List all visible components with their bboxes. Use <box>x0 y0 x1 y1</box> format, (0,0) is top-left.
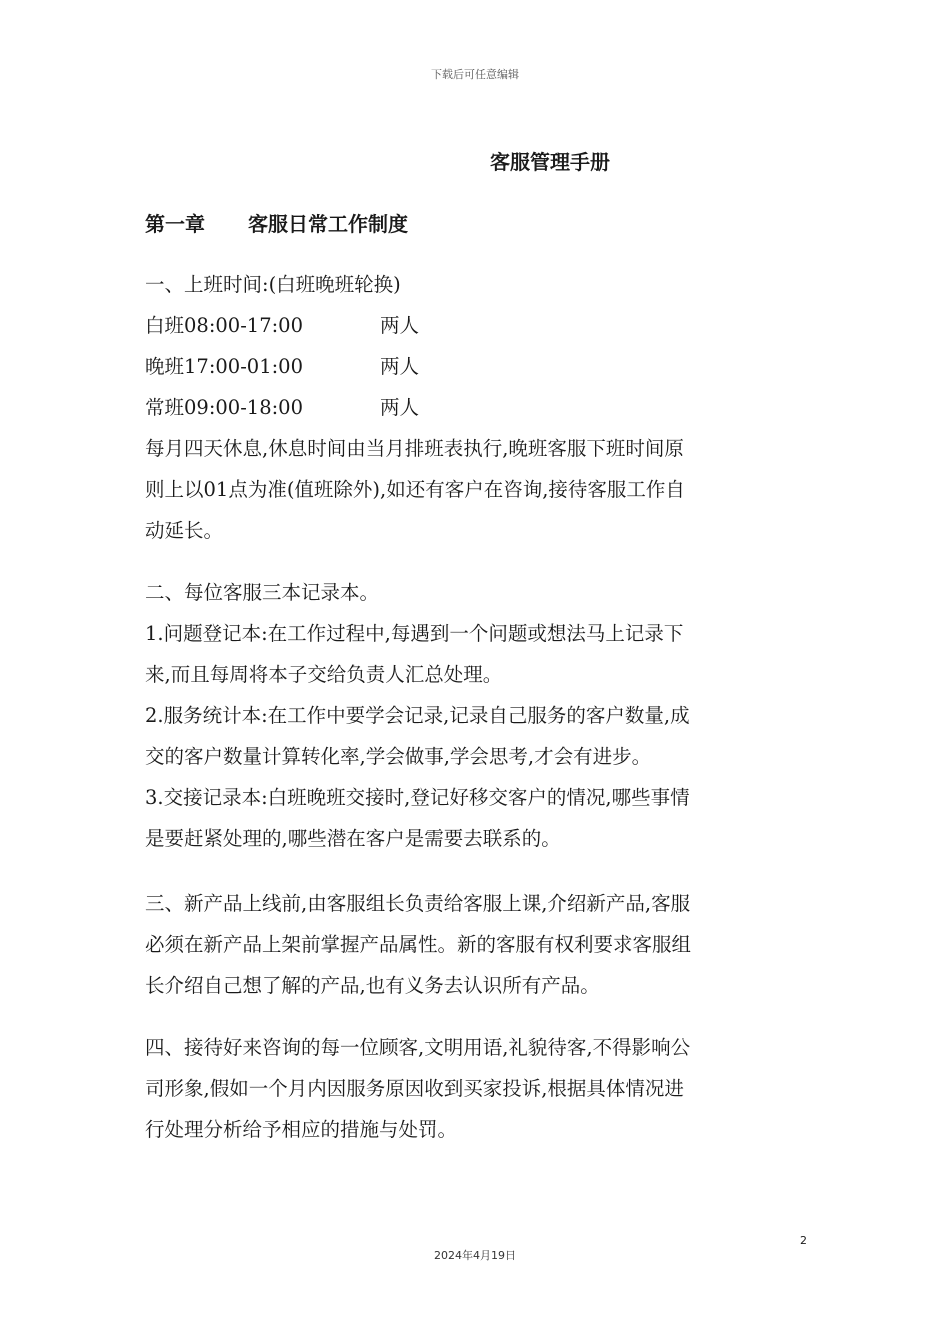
paragraph-line: 是要赶紧处理的,哪些潜在客户是需要去联系的。 <box>145 827 561 850</box>
paragraph-line: 四、接待好来咨询的每一位顾客,文明用语,礼貌待客,不得影响公 <box>145 1036 691 1059</box>
shift-row <box>145 387 810 428</box>
page-number: 2 <box>800 1234 807 1247</box>
shift-time: 白班08:00-17:00 <box>145 314 303 337</box>
shift-staff: 两人 <box>380 396 420 419</box>
page-header: 下载后可任意编辑 <box>431 68 519 81</box>
paragraph-line: 3.交接记录本:白班晚班交接时,登记好移交客户的情况,哪些事情 <box>145 786 690 809</box>
section-2-heading: 二、每位客服三本记录本。 <box>145 581 380 604</box>
chapter-number: 第一章 <box>145 212 205 236</box>
section-1-heading: 一、上班时间:(白班晚班轮换) <box>145 273 401 296</box>
paragraph-line: 2.服务统计本:在工作中要学会记录,记录自己服务的客户数量,成 <box>145 704 690 727</box>
shift-time: 晚班17:00-01:00 <box>145 355 303 378</box>
paragraph-line: 1.问题登记本:在工作过程中,每遇到一个问题或想法马上记录下 <box>145 622 684 645</box>
paragraph-line: 则上以01点为准(值班除外),如还有客户在咨询,接待客服工作自 <box>145 478 685 501</box>
chapter-title: 客服日常工作制度 <box>248 212 408 236</box>
paragraph-line: 三、新产品上线前,由客服组长负责给客服上课,介绍新产品,客服 <box>145 892 691 915</box>
section-2 <box>145 572 810 859</box>
paragraph-line: 长介绍自己想了解的产品,也有义务去认识所有产品。 <box>145 974 600 997</box>
section-4 <box>145 1027 810 1150</box>
paragraph-line: 行处理分析给予相应的措施与处罚。 <box>145 1118 458 1141</box>
paragraph-line: 动延长。 <box>145 519 224 542</box>
document-title: 客服管理手册 <box>490 150 610 174</box>
page-footer-date: 2024年4月19日 <box>434 1249 516 1262</box>
section-3 <box>145 883 810 1006</box>
chapter-heading <box>145 208 408 237</box>
paragraph-line: 每月四天休息,休息时间由当月排班表执行,晚班客服下班时间原 <box>145 437 684 460</box>
paragraph-line: 来,而且每周将本子交给负责人汇总处理。 <box>145 663 503 686</box>
paragraph-line: 交的客户数量计算转化率,学会做事,学会思考,才会有进步。 <box>145 745 652 768</box>
shift-staff: 两人 <box>380 355 420 378</box>
section-1 <box>145 264 810 551</box>
shift-staff: 两人 <box>380 314 420 337</box>
shift-row <box>145 346 810 387</box>
paragraph-line: 司形象,假如一个月内因服务原因收到买家投诉,根据具体情况进 <box>145 1077 684 1100</box>
shift-row <box>145 305 810 346</box>
shift-time: 常班09:00-18:00 <box>145 396 303 419</box>
paragraph-line: 必须在新产品上架前掌握产品属性。新的客服有权利要求客服组 <box>145 933 692 956</box>
